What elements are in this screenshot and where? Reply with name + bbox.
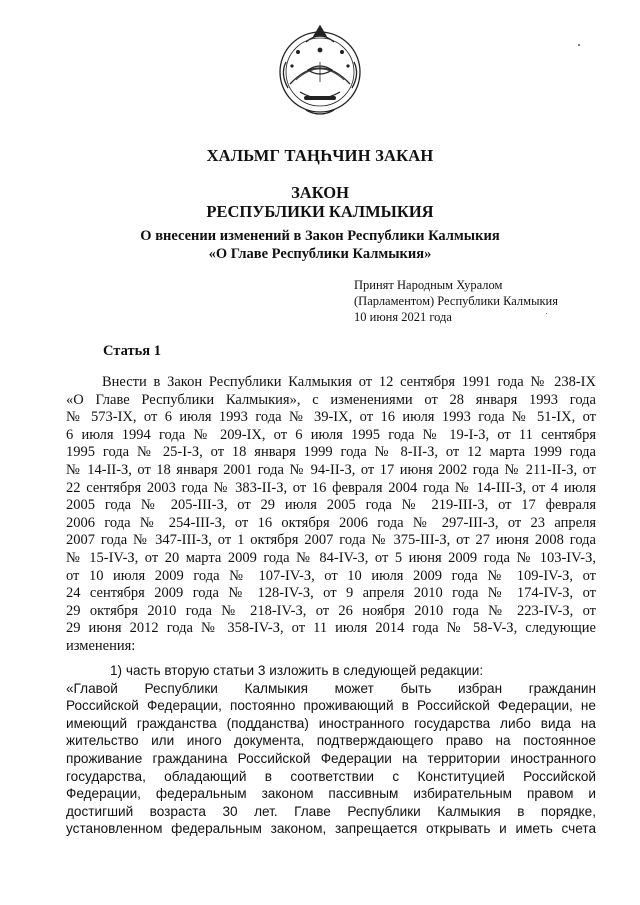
body-line: изменения: <box>66 637 136 654</box>
amendment-line: проживание гражданина Российской Федерации на территории иностранного <box>66 750 596 766</box>
amendment-line: установленном федеральным законом, запрещается открывать и иметь счета <box>66 821 596 837</box>
body-line: 24 сентября 2009 года № 128-IV-З, от 9 апреля 2010 года № 174-IV-З, от <box>66 585 596 602</box>
adoption-note <box>354 277 614 325</box>
body-line: Внести в Закон Республики Калмыкия от 12 сентября 1991 года № 238-IX <box>102 374 596 390</box>
body-line: 2005 года № 205-III-З, от 29 июля 2005 года № 219-III-З, от 17 февраля <box>66 497 596 514</box>
scan-speck <box>578 44 580 46</box>
amendment-line: государства, обладающий в соответствии с Конституцией Российской <box>66 768 596 784</box>
amendment-line: имеющий гражданства (подданства) иностранного государства либо вида на <box>66 715 596 731</box>
body-line: № 573-IX, от 6 июля 1993 года № 39-IX, от 16 июля 1993 года № 51-IX, от <box>66 409 596 426</box>
republic-heading: РЕСПУБЛИКИ КАЛМЫКИЯ <box>206 202 434 221</box>
law-subtitle-line-2: «О Главе Республики Калмыкия» <box>208 246 432 262</box>
body-line: 2007 года № 347-III-З, от 1 октября 2007 года № 375-III-З, от 27 июня 2008 года <box>66 532 596 549</box>
adoption-date: 10 июня 2021 года <box>354 310 452 324</box>
amendment-line: достигший возраста 30 лет. Главе Республики Калмыкия в порядке, <box>66 803 596 819</box>
body-line: 29 октября 2010 года № 218-IV-З, от 26 ноября 2010 года № 223-IV-З, от <box>66 602 596 619</box>
amendment-line: Российской Федерации, постоянно проживающий в Российской Федерации, не <box>66 698 596 714</box>
amendment-line: жительство или иного документа, подтверждающего право на постоянное <box>66 733 596 749</box>
body-line: 29 июня 2012 года № 358-IV-З, от 11 июля 2014 года № 58-V-З, следующие <box>66 620 596 637</box>
amendment-line: 1) часть вторую статьи 3 изложить в следующей редакции: <box>110 663 484 678</box>
body-line: 2006 года № 254-III-З, от 16 октября 2006 года № 297-III-З, от 23 апреля <box>66 514 596 531</box>
body-line: № 15-IV-З, от 20 марта 2009 года № 84-IV-З, от 5 июня 2009 года № 103-IV-З, <box>66 549 596 566</box>
kalmyk-law-title: ХАЛЬМГ ТАҢҺЧИН ЗАКАН <box>206 146 434 165</box>
amendment-line: «Главой Республики Калмыкия может быть избран гражданин <box>66 680 596 696</box>
article-body <box>66 374 596 656</box>
body-line: 22 сентября 2003 года № 383-II-З, от 16 февраля 2004 года № 14-III-З, от 4 июля <box>66 479 596 496</box>
scan-speck <box>546 313 547 314</box>
body-line: 6 июля 1994 года № 209-IX, от 6 июля 1995 года № 19-I-З, от 11 сентября <box>66 426 596 443</box>
amendment-line: Федерации, федеральным законом пассивным избирательным правом и <box>66 786 596 802</box>
body-line: № 14-II-З, от 18 января 2001 года № 94-II-З, от 17 июня 2002 года № 211-II-З, от <box>66 461 596 478</box>
adoption-line: Принят Народным Хуралом <box>354 278 503 292</box>
body-line: от 10 июля 2009 года № 107-IV-З, от 10 июля 2009 года № 109-IV-З, от <box>66 567 596 584</box>
coat-of-arms-emblem <box>276 22 364 122</box>
law-subtitle-line-1: О внесении изменений в Закон Республики Калмыкия <box>140 228 500 244</box>
article-title: Статья 1 <box>103 343 161 359</box>
amendment-text <box>66 662 596 838</box>
law-heading: ЗАКОН <box>291 183 349 202</box>
body-line: 1995 года № 25-I-З, от 18 января 1999 года № 8-II-З, от 12 марта 1999 года <box>66 444 596 461</box>
body-line: «О Главе Республики Калмыкия», с изменениями от 28 января 1993 года <box>66 391 596 408</box>
adoption-line: (Парламентом) Республики Калмыкия <box>354 294 558 308</box>
